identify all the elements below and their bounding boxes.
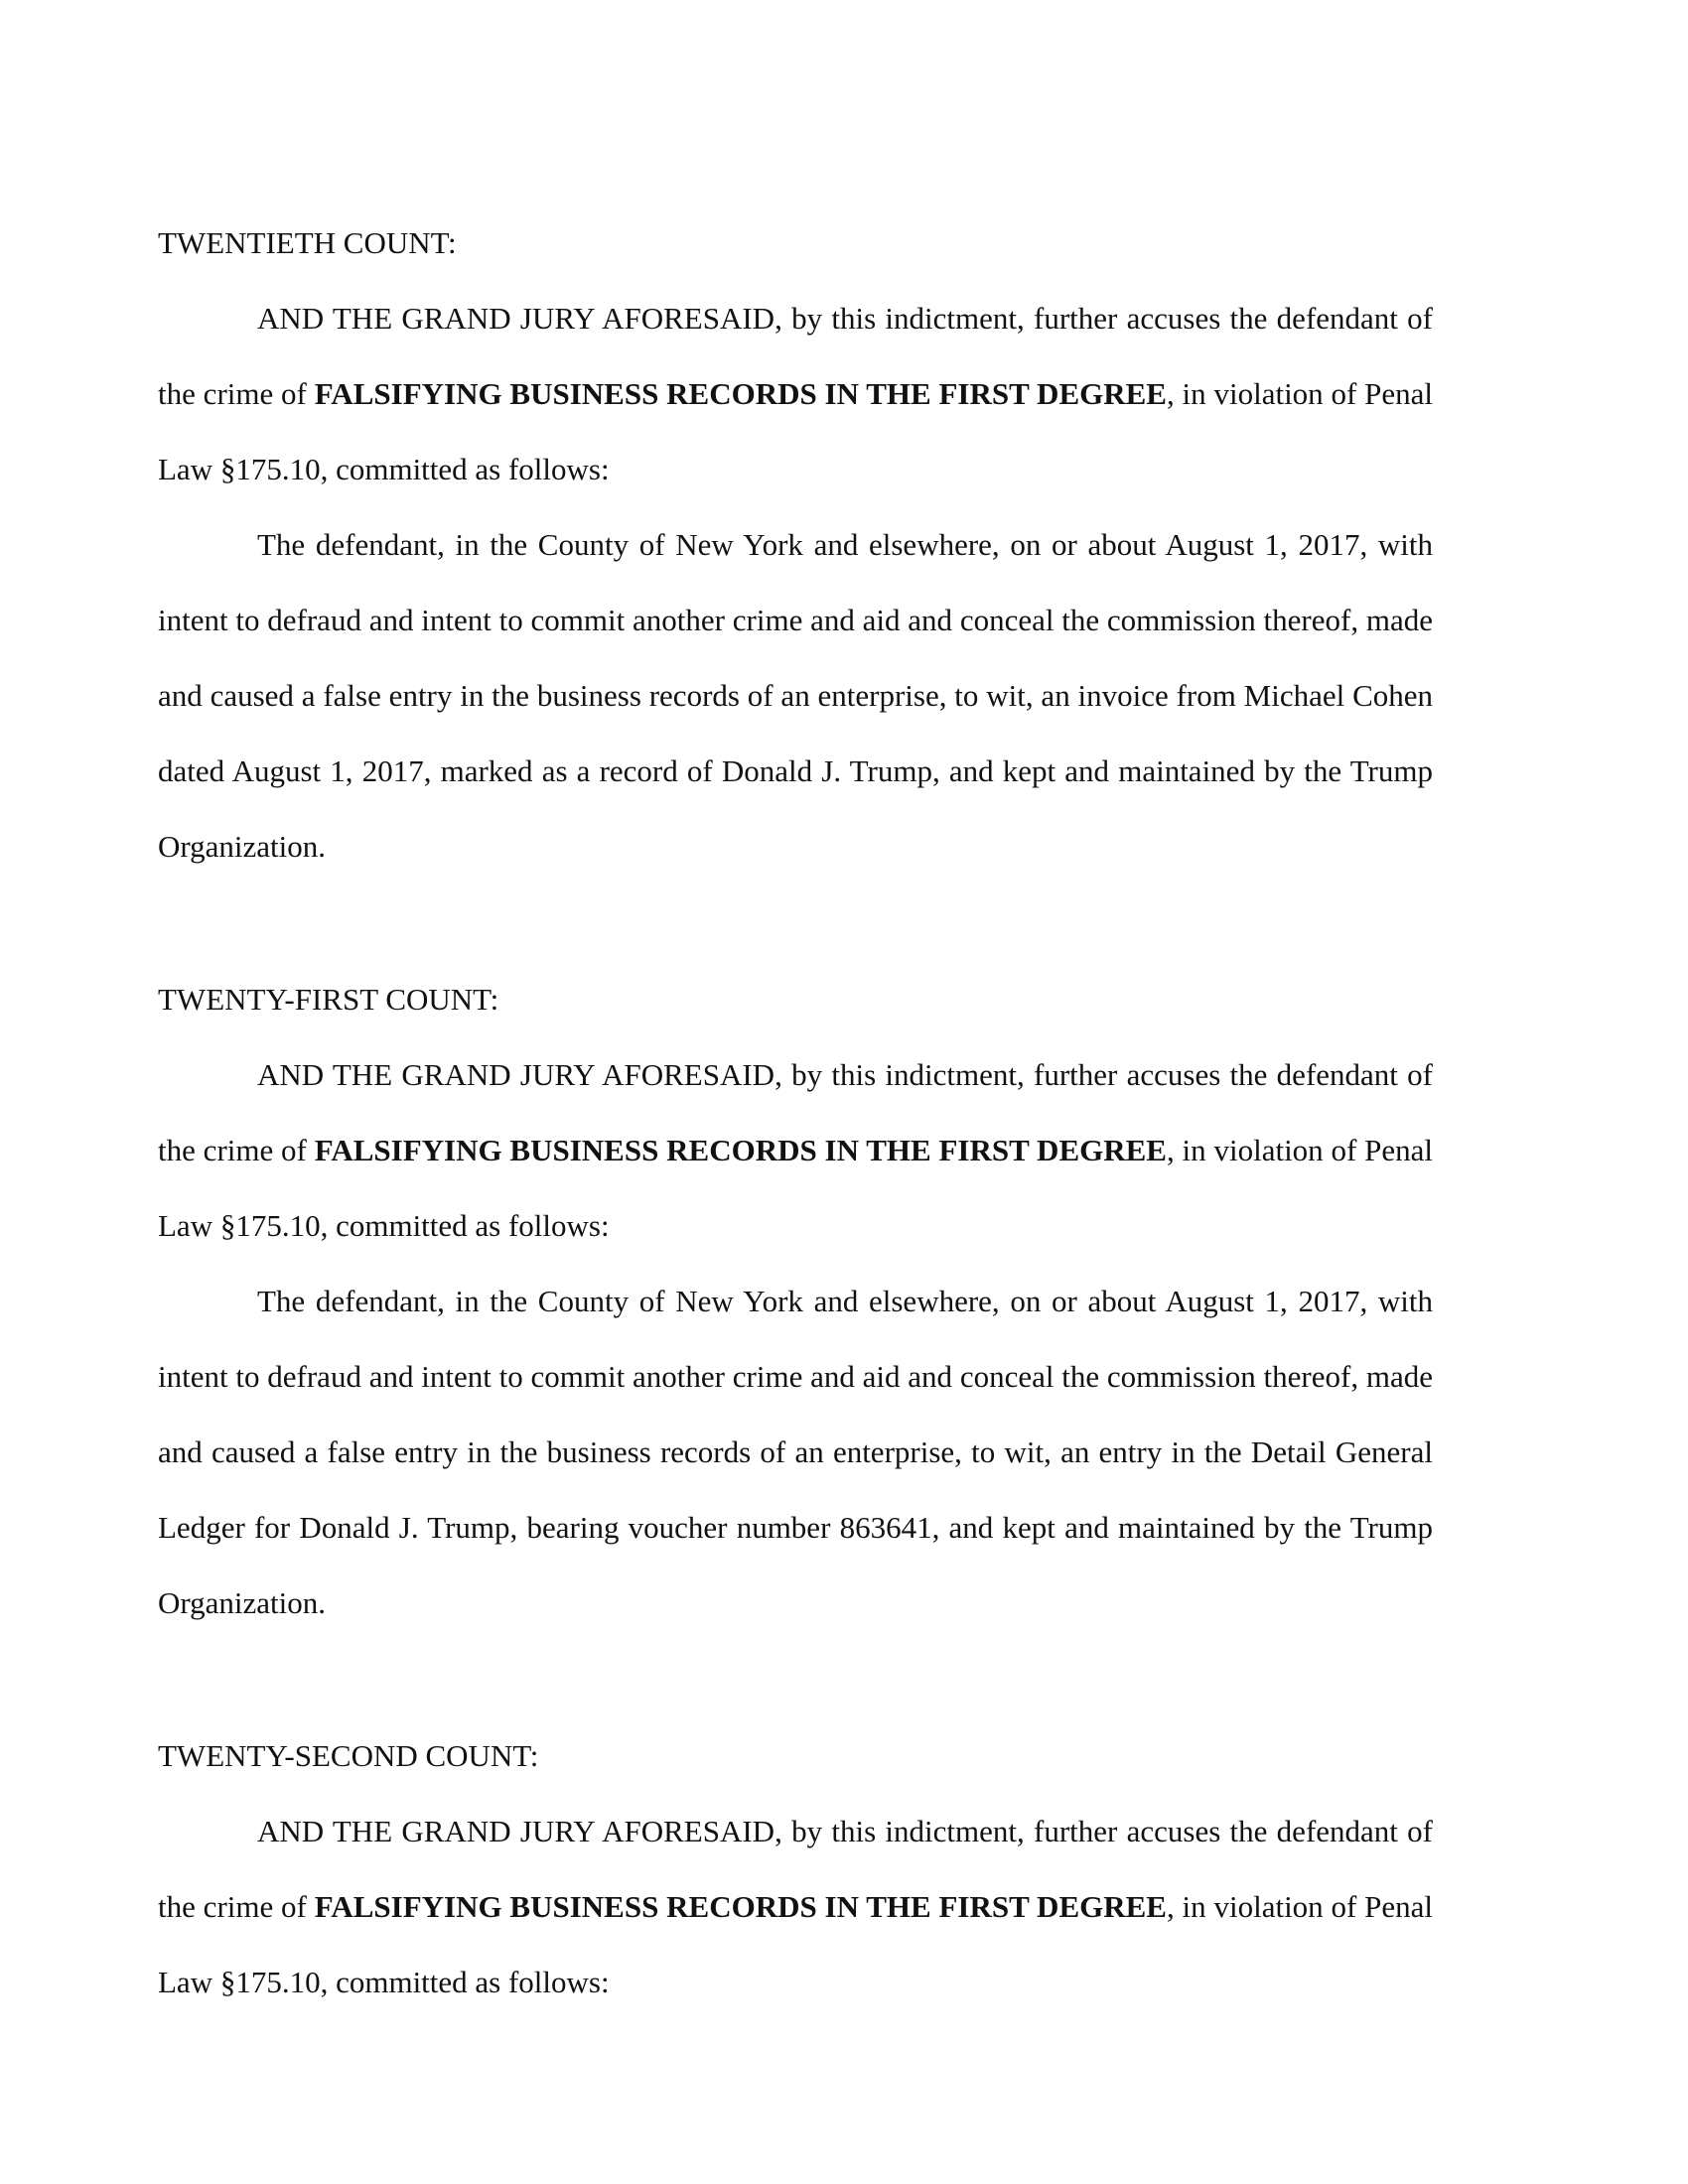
count-heading: TWENTY-SECOND COUNT: bbox=[158, 1738, 539, 1773]
accusation-paragraph bbox=[158, 281, 1433, 507]
count-twentieth bbox=[158, 205, 1433, 885]
accusation-prefix: AND THE GRAND JURY AFORESAID, by this indictment, further accuses the defendant of the crime of bbox=[158, 301, 1433, 411]
accusation-prefix: AND THE GRAND JURY AFORESAID, by this indictment, further accuses the defendant of the crime of bbox=[158, 1814, 1433, 1924]
accusation-suffix: , in violation of Penal Law §175.10, committed as follows: bbox=[158, 1889, 1433, 1999]
crime-name: FALSIFYING BUSINESS RECORDS IN THE FIRST DEGREE bbox=[314, 376, 1167, 411]
document-page bbox=[158, 0, 1433, 2184]
accusation-paragraph bbox=[158, 1794, 1433, 2020]
accusation-suffix: , in violation of Penal Law §175.10, committed as follows: bbox=[158, 376, 1433, 486]
accusation-suffix: , in violation of Penal Law §175.10, committed as follows: bbox=[158, 1133, 1433, 1243]
crime-name: FALSIFYING BUSINESS RECORDS IN THE FIRST DEGREE bbox=[314, 1889, 1167, 1924]
facts-paragraph: The defendant, in the County of New York and elsewhere, on or about August 1, 2017, with intent to defraud and intent to commit another crime and aid and conceal the commission thereof, made and caused a false entry in the business records of an enterprise, to wit, an invoice from Michael Cohen dated August 1, 2017, marked as a record of Donald J. Trump, and kept and maintained by the Trump Organization. bbox=[158, 527, 1433, 864]
accusation-prefix: AND THE GRAND JURY AFORESAID, by this indictment, further accuses the defendant of the crime of bbox=[158, 1057, 1433, 1167]
count-heading: TWENTIETH COUNT: bbox=[158, 225, 457, 260]
count-twenty-first bbox=[158, 962, 1433, 1641]
crime-name: FALSIFYING BUSINESS RECORDS IN THE FIRST DEGREE bbox=[314, 1133, 1167, 1167]
count-twenty-second bbox=[158, 1718, 1433, 2020]
facts-paragraph: The defendant, in the County of New York and elsewhere, on or about August 1, 2017, with intent to defraud and intent to commit another crime and aid and conceal the commission thereof, made and caused a false entry in the business records of an enterprise, to wit, an entry in the Detail General Ledger for Donald J. Trump, bearing voucher number 863641, and kept and maintained by the Trump Organization. bbox=[158, 1284, 1433, 1620]
accusation-paragraph bbox=[158, 1037, 1433, 1264]
count-heading: TWENTY-FIRST COUNT: bbox=[158, 982, 499, 1017]
